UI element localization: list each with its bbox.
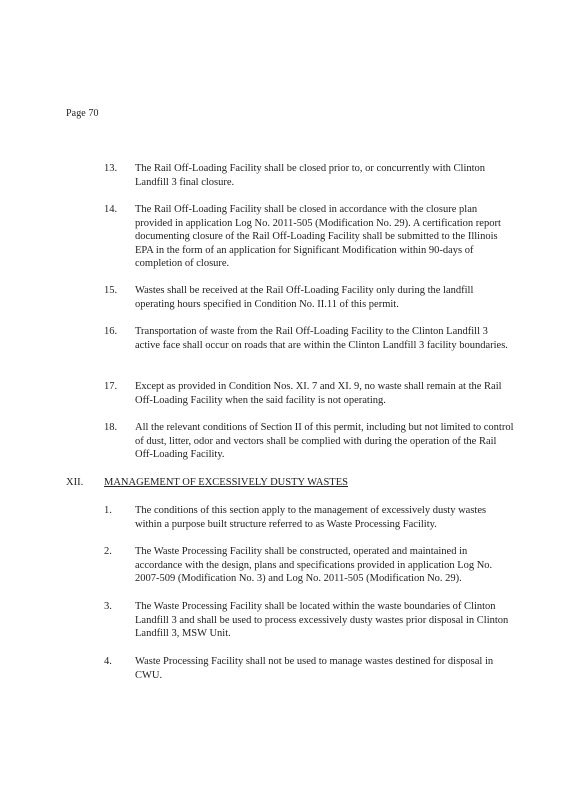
item-number: 18.	[104, 422, 118, 433]
item-text: Transportation of waste from the Rail Off-Loading Facility to the Clinton Landfill 3 active face shall occur on roads that are within the Clinton Landfill 3 facility boundaries.	[135, 326, 508, 351]
item-number: 3.	[104, 601, 112, 612]
item-text: Wastes shall be received at the Rail Off-Loading Facility only during the landfill operating hours specified in Condition No. II.11 of this permit.	[135, 285, 474, 310]
item-number: 1.	[104, 505, 112, 516]
item-text: The conditions of this section apply to the management of excessively dusty wastes within a purpose built structure referred to as Waste Processing Facility.	[135, 505, 487, 530]
item-number: 14.	[104, 204, 118, 215]
item-number: 16.	[104, 326, 118, 337]
item-number: 4.	[104, 656, 112, 667]
section-number: XII.	[66, 477, 84, 488]
item-text: The Rail Off-Loading Facility shall be closed in accordance with the closure plan provided in application Log No. 2011-505 (Modification No. 29). A certification report documenting closure of the Rail Off-Loading Facility shall be submitted to the Illinois EPA in the form of an application for Significant Modification within 90-days of completion of closure.	[135, 204, 501, 269]
item-number: 13.	[104, 163, 118, 174]
item-number: 17.	[104, 381, 118, 392]
item-text: Except as provided in Condition Nos. XI. 7 and XI. 9, no waste shall remain at the Rail Off-Loading Facility when the said facility is not operating.	[135, 381, 502, 406]
item-text: The Waste Processing Facility shall be constructed, operated and maintained in accordance with the design, plans and specifications provided in application Log No. 2007-509 (Modification No. 3) and Log No. 2011-505 (Modification No. 29).	[135, 546, 493, 584]
item-text: All the relevant conditions of Section II of this permit, including but not limited to control of dust, litter, odor and vectors shall be complied with during the operation of the Rail Off-Loading Facility.	[135, 422, 514, 460]
item-number: 15.	[104, 285, 118, 296]
item-text: Waste Processing Facility shall not be used to manage wastes destined for disposal in CWU.	[135, 656, 494, 681]
item-text: The Waste Processing Facility shall be located within the waste boundaries of Clinton Landfill 3 and shall be used to process excessively dusty wastes prior disposal in Clinton Landfill 3, MSW Unit.	[135, 601, 509, 639]
page-number: Page 70	[66, 108, 99, 119]
item-text: The Rail Off-Loading Facility shall be closed prior to, or concurrently with Clinton Landfill 3 final closure.	[135, 163, 486, 188]
section-title: MANAGEMENT OF EXCESSIVELY DUSTY WASTES	[104, 477, 348, 488]
item-number: 2.	[104, 546, 112, 557]
